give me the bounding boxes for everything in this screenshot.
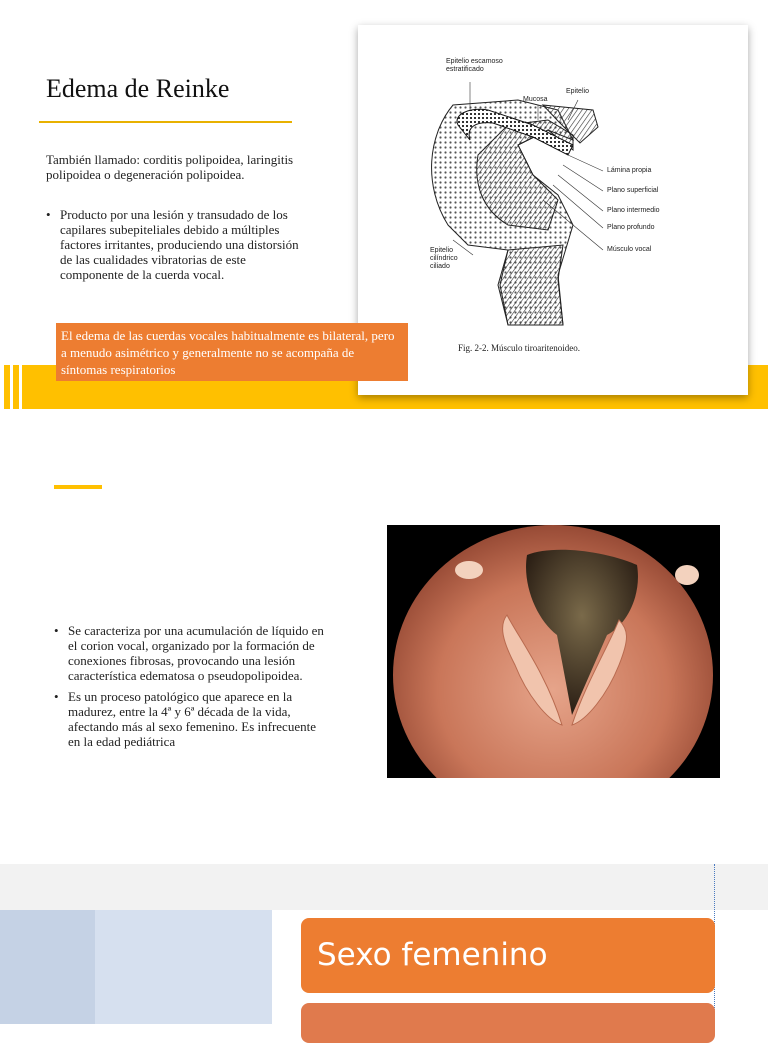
laryngoscopy-photo	[387, 525, 720, 778]
slide-title: Edema de Reinke	[46, 74, 230, 103]
label-lamina-propia: Lámina propia	[607, 167, 652, 174]
orange-box	[301, 1003, 715, 1043]
title-underline	[39, 121, 292, 123]
intro-text: También llamado: corditis polipoidea, laringitis polipoidea o degeneración polipoidea.	[46, 152, 294, 182]
slide2-bullet-list	[54, 623, 326, 755]
band-tick	[4, 365, 10, 409]
bullet-item: • Producto por una lesión y transudado de los capilares subepiteliales debido a múltiples factores irritantes, produciendo una distorsión de las cualidades vibratorias de este componente de la cuerda vocal.	[46, 207, 308, 282]
label-mucosa: Mucosa	[523, 96, 548, 103]
label-plano-intermedio: Plano intermedio	[607, 207, 660, 214]
larynx-illustration	[387, 525, 720, 778]
label-plano-superficial: Plano superficial	[607, 187, 659, 194]
sexo-femenino-box: Sexo femenino	[301, 918, 715, 993]
label-epitelio-escamoso: Epitelio escamoso estratificado	[446, 58, 503, 73]
bullet-item: • Se caracteriza por una acumulación de líquido en el corion vocal, organizado por la formación de conexiones fibrosas, provocando una lesión característica edematosa o pseudopolipoidea.	[54, 623, 326, 683]
accent-dash	[54, 485, 102, 489]
label-epitelio: Epitelio	[566, 88, 589, 95]
figure-caption: Fig. 2-2. Músculo tiroaritenoideo.	[458, 343, 580, 353]
bullet-list	[46, 207, 308, 288]
label-epitelio-cilindrico: Epitelio cilíndrico ciliado	[430, 247, 458, 270]
vocal-fold-diagram	[358, 25, 748, 365]
slide-1	[0, 0, 768, 420]
blue-panel	[95, 910, 272, 1024]
band-tick	[13, 365, 19, 409]
callout-box: El edema de las cuerdas vocales habitualmente es bilateral, pero a menudo asimétrico y generalmente no se acompaña de síntomas respiratorios	[56, 323, 408, 381]
label-musculo-vocal: Músculo vocal	[607, 246, 652, 253]
label-plano-profundo: Plano profundo	[607, 224, 655, 231]
bullet-item: • Es un proceso patológico que aparece en la madurez, entre la 4ª y 6ª década de la vida, afectando más al sexo femenino. Es infrecuente en la edad pediátrica	[54, 689, 326, 749]
anatomy-figure	[358, 25, 748, 395]
blue-panel	[0, 910, 95, 1024]
